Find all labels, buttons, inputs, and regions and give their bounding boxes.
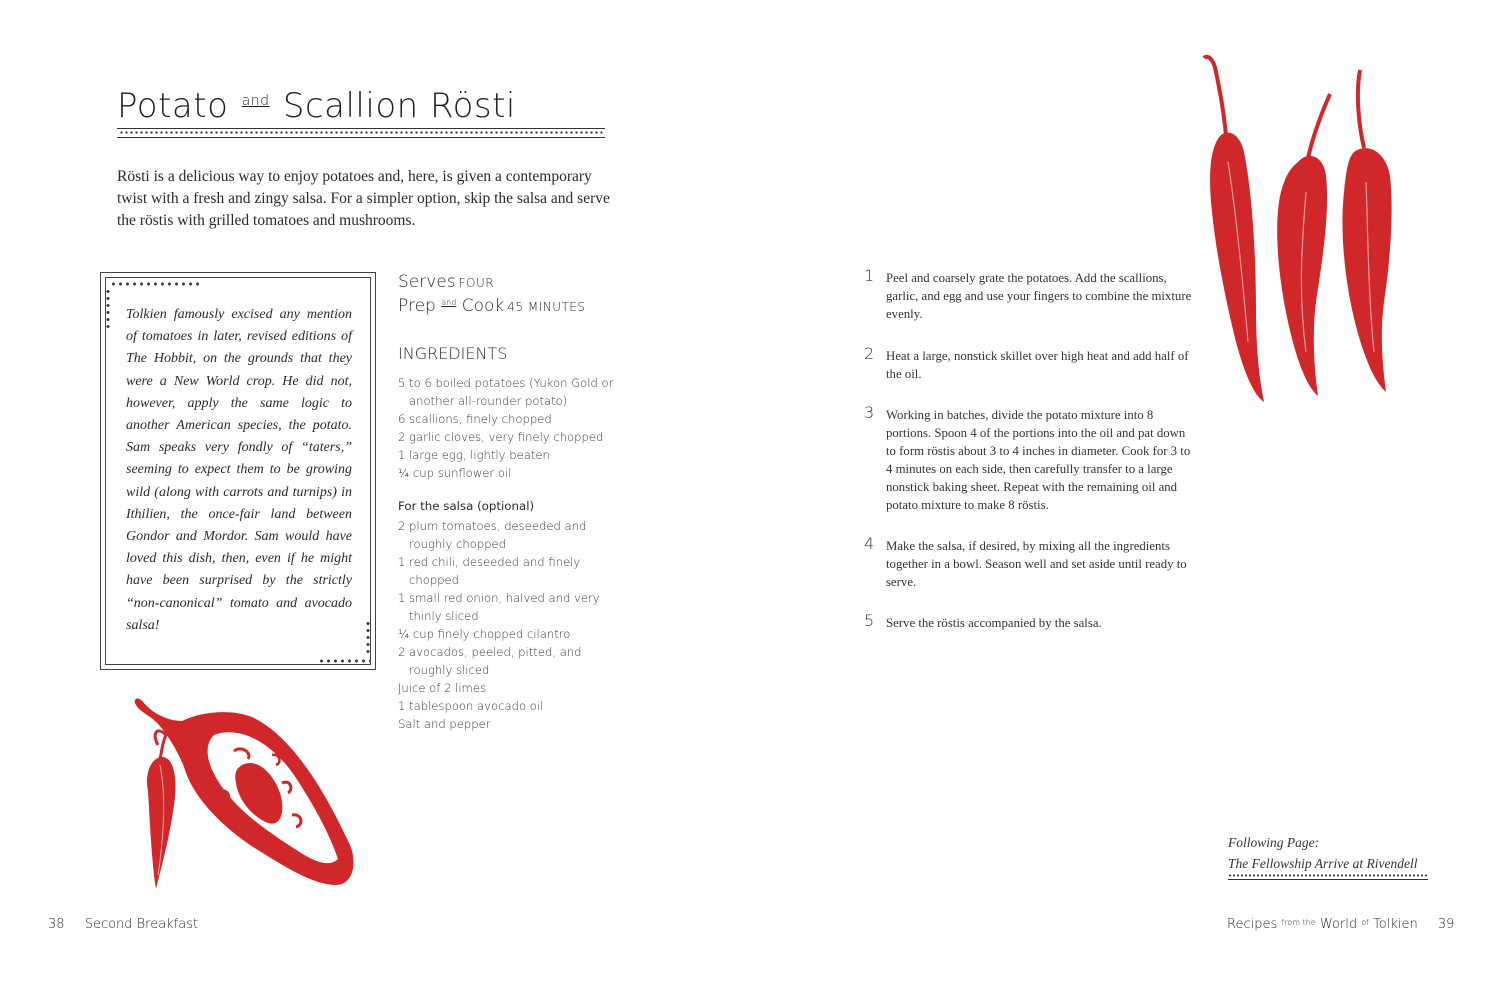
step-number: 2 xyxy=(864,344,875,363)
sidebar-dots-right xyxy=(366,620,370,656)
sidebar-dots-top xyxy=(110,282,200,286)
footer-word-small: from the xyxy=(1281,918,1316,927)
page-number-left: 38 xyxy=(48,917,65,932)
prep-line xyxy=(398,296,586,316)
step-text: Heat a large, nonstick skillet over high heat and add half of the oil. xyxy=(886,349,1189,381)
ingredient-item: 2 garlic cloves, very finely chopped xyxy=(398,430,604,444)
caption-rule xyxy=(1228,874,1428,880)
ingredient-item: 1 large egg, lightly beaten xyxy=(398,448,550,462)
title-word-rosti: Scallion Rösti xyxy=(282,86,516,126)
footer-left xyxy=(48,917,198,932)
ingredient-item: 6 scallions, finely chopped xyxy=(398,412,552,426)
salsa-ingredient-item: Salt and pepper xyxy=(398,717,491,731)
sidebar-text: Tolkien famously excised any mention of tomatoes in later, revised editions of The Hobbit, on the grounds that they were a New World crop. He did not, however, apply the same logic to another American species, the potato. Sam speaks very fondly of “taters,” seeming to expect them to be growing wild (along with carrots and turnips) in Ithilien, the once-fair land between Gondor and Mordor. Sam would have loved this dish, then, even if he might have been surprised by the strictly “non-canonical” tomato and avocado salsa! xyxy=(126,307,352,633)
salsa-ingredient-item: 2 plum tomatoes, deseeded and roughly chopped xyxy=(398,519,587,551)
caption-line-2: The Fellowship Arrive at Rivendell xyxy=(1228,856,1418,871)
salsa-ingredient-item: 1 tablespoon avocado oil xyxy=(398,699,544,713)
step-text: Make the salsa, if desired, by mixing all the ingredients together in a bowl. Season well and set aside until ready to serve. xyxy=(886,539,1187,589)
salsa-ingredient-item: Juice of 2 limes xyxy=(398,681,487,695)
sidebar-dots-left xyxy=(106,288,110,328)
salsa-ingredient-item: 1 small red onion, halved and very thinly sliced xyxy=(398,591,600,623)
serves-value: FOUR xyxy=(458,276,495,290)
prep-and: and xyxy=(441,298,457,307)
chili-and-sliced-pepper-illustration xyxy=(122,695,362,895)
recipe-title xyxy=(117,86,516,126)
step-number: 1 xyxy=(864,266,875,285)
page-number-right: 39 xyxy=(1437,917,1455,932)
footer-word: Recipes xyxy=(1227,917,1278,932)
salsa-ingredient-item: ¼ cup finely chopped cilantro xyxy=(398,627,571,641)
title-word-potato: Potato xyxy=(117,86,229,126)
title-word-and: and xyxy=(241,93,270,109)
salsa-ingredients-list xyxy=(398,517,623,733)
step-number: 3 xyxy=(864,403,875,422)
serves-label: Serves xyxy=(398,272,456,292)
title-rule xyxy=(117,128,605,138)
sidebar-dots-bottom xyxy=(318,659,370,663)
following-page-caption xyxy=(1228,832,1438,874)
three-chilies-illustration xyxy=(1198,52,1418,412)
salsa-ingredient-item: 2 avocados, peeled, pitted, and roughly sliced xyxy=(398,645,582,677)
footer-word-small: of xyxy=(1361,918,1369,927)
ingredient-item: ¼ cup sunflower oil xyxy=(398,466,512,480)
prep-value: 45 MINUTES xyxy=(507,300,586,314)
step-text: Peel and coarsely grate the potatoes. Add the scallions, garlic, and egg and use your fingers to combine the mixture evenly. xyxy=(886,271,1192,321)
serves-line xyxy=(398,272,494,292)
step-number: 4 xyxy=(864,534,875,553)
intro-paragraph: Rösti is a delicious way to enjoy potatoes and, here, is given a contemporary twist with a fresh and zingy salsa. For a simpler option, skip the salsa and serve the röstis with grilled tomatoes and mushrooms. xyxy=(117,168,610,229)
ingredients-heading: INGREDIENTS xyxy=(398,344,508,363)
step-text: Working in batches, divide the potato mixture into 8 portions. Spoon 4 of the portions into the oil and pat down to form röstis about 3 to 4 inches in diameter. Cook for 3 to 4 minutes on each side, then carefully transfer to a large nonstick baking sheet. Repeat with the remaining oil and potato mixture to make 8 röstis. xyxy=(886,408,1191,512)
prep-label: Prep xyxy=(398,296,436,316)
salsa-ingredient-item: 1 red chili, deseeded and finely chopped xyxy=(398,555,581,587)
cook-label: Cook xyxy=(461,296,505,316)
ingredients-list xyxy=(398,374,623,482)
step-number: 5 xyxy=(864,611,875,630)
step-text: Serve the röstis accompanied by the salsa. xyxy=(886,616,1102,630)
salsa-heading: For the salsa (optional) xyxy=(398,499,535,513)
footer-word: World xyxy=(1319,917,1358,932)
section-name: Second Breakfast xyxy=(84,917,199,932)
ingredient-item: 5 to 6 boiled potatoes (Yukon Gold or another all-rounder potato) xyxy=(398,376,614,408)
footer-word: Tolkien xyxy=(1373,917,1418,932)
footer-right xyxy=(1227,917,1454,932)
caption-line-1: Following Page: xyxy=(1228,835,1320,850)
